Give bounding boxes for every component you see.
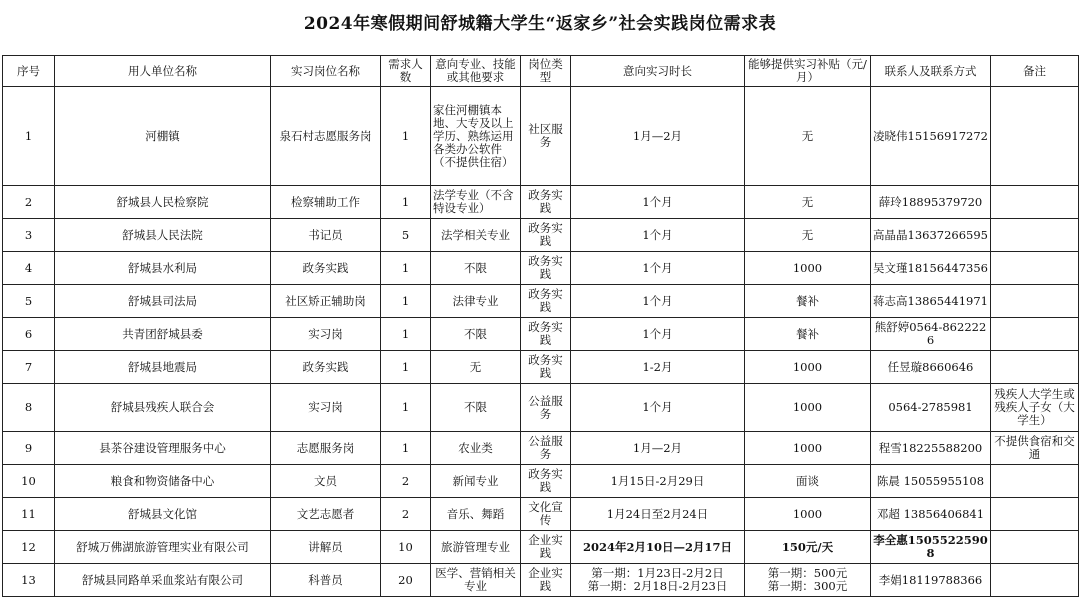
table-row bbox=[3, 87, 1079, 186]
cell-count: 1 bbox=[381, 252, 431, 285]
cell-type: 公益服务 bbox=[521, 384, 571, 432]
cell-no: 8 bbox=[3, 384, 55, 432]
cell-req: 不限 bbox=[431, 384, 521, 432]
cell-subsidy: 1000 bbox=[745, 432, 871, 465]
cell-no: 1 bbox=[3, 87, 55, 186]
cell-post: 志愿服务岗 bbox=[271, 432, 381, 465]
cell-note bbox=[991, 219, 1079, 252]
table-row bbox=[3, 186, 1079, 219]
cell-contact: 高晶晶13637266595 bbox=[871, 219, 991, 252]
cell-post: 政务实践 bbox=[271, 351, 381, 384]
table-row bbox=[3, 351, 1079, 384]
cell-note bbox=[991, 186, 1079, 219]
cell-note bbox=[991, 465, 1079, 498]
cell-no: 9 bbox=[3, 432, 55, 465]
table-row bbox=[3, 531, 1079, 564]
cell-req: 法学相关专业 bbox=[431, 219, 521, 252]
job-table bbox=[2, 55, 1079, 597]
cell-duration: 1月—2月 bbox=[571, 87, 745, 186]
cell-no: 10 bbox=[3, 465, 55, 498]
cell-subsidy: 1000 bbox=[745, 351, 871, 384]
cell-no: 12 bbox=[3, 531, 55, 564]
cell-unit: 舒城县残疾人联合会 bbox=[55, 384, 271, 432]
cell-post: 讲解员 bbox=[271, 531, 381, 564]
cell-duration: 1个月 bbox=[571, 186, 745, 219]
cell-no: 4 bbox=[3, 252, 55, 285]
cell-contact: 熊舒婷0564-8622226 bbox=[871, 318, 991, 351]
table-row bbox=[3, 318, 1079, 351]
cell-duration: 1月—2月 bbox=[571, 432, 745, 465]
cell-count: 1 bbox=[381, 285, 431, 318]
cell-no: 2 bbox=[3, 186, 55, 219]
cell-post: 政务实践 bbox=[271, 252, 381, 285]
header-cell: 需求人数 bbox=[381, 56, 431, 87]
cell-note bbox=[991, 498, 1079, 531]
table-row bbox=[3, 252, 1079, 285]
duration-line-1: 第一期：1月23日-2月2日 bbox=[591, 566, 724, 580]
cell-note: 残疾人大学生或残疾人子女（大学生） bbox=[991, 384, 1079, 432]
cell-req: 医学、营销相关专业 bbox=[431, 564, 521, 597]
cell-unit: 舒城县水利局 bbox=[55, 252, 271, 285]
cell-post: 实习岗 bbox=[271, 318, 381, 351]
cell-req: 法学专业（不含特设专业） bbox=[431, 186, 521, 219]
cell-type: 公益服务 bbox=[521, 432, 571, 465]
duration-line-2: 第一期：2月18日-2月23日 bbox=[587, 579, 728, 593]
cell-type: 文化宣传 bbox=[521, 498, 571, 531]
cell-post: 检察辅助工作 bbox=[271, 186, 381, 219]
table-row bbox=[3, 432, 1079, 465]
cell-post: 泉石村志愿服务岗 bbox=[271, 87, 381, 186]
cell-subsidy: 1000 bbox=[745, 498, 871, 531]
cell-count: 1 bbox=[381, 318, 431, 351]
cell-count: 2 bbox=[381, 465, 431, 498]
cell-note bbox=[991, 285, 1079, 318]
cell-count: 5 bbox=[381, 219, 431, 252]
subsidy-line-2: 第一期：300元 bbox=[767, 579, 848, 593]
page-title: 2024年寒假期间舒城籍大学生“返家乡”社会实践岗位需求表 bbox=[303, 14, 777, 34]
cell-count: 1 bbox=[381, 87, 431, 186]
cell-unit: 粮食和物资储备中心 bbox=[55, 465, 271, 498]
header-cell: 实习岗位名称 bbox=[271, 56, 381, 87]
cell-no: 5 bbox=[3, 285, 55, 318]
header-cell: 意向专业、技能或其他要求 bbox=[431, 56, 521, 87]
cell-no: 11 bbox=[3, 498, 55, 531]
cell-contact: 0564-2785981 bbox=[871, 384, 991, 432]
cell-type: 政务实践 bbox=[521, 252, 571, 285]
cell-contact: 薛玲18895379720 bbox=[871, 186, 991, 219]
cell-post: 文员 bbox=[271, 465, 381, 498]
header-cell: 岗位类型 bbox=[521, 56, 571, 87]
cell-unit: 舒城县同路单采血浆站有限公司 bbox=[55, 564, 271, 597]
table-row bbox=[3, 564, 1079, 597]
cell-duration: 1月15日-2月29日 bbox=[571, 465, 745, 498]
cell-note bbox=[991, 564, 1079, 597]
cell-contact: 邓超 13856406841 bbox=[871, 498, 991, 531]
cell-count: 10 bbox=[381, 531, 431, 564]
cell-duration: 2024年2月10日—2月17日 bbox=[571, 531, 745, 564]
cell-count: 1 bbox=[381, 186, 431, 219]
header-cell: 能够提供实习补贴（元/月） bbox=[745, 56, 871, 87]
cell-note bbox=[991, 318, 1079, 351]
table-row bbox=[3, 498, 1079, 531]
cell-req: 新闻专业 bbox=[431, 465, 521, 498]
cell-duration: 1个月 bbox=[571, 219, 745, 252]
cell-count: 1 bbox=[381, 384, 431, 432]
cell-req: 旅游管理专业 bbox=[431, 531, 521, 564]
cell-subsidy: 餐补 bbox=[745, 318, 871, 351]
cell-post: 科普员 bbox=[271, 564, 381, 597]
cell-unit: 舒城县文化馆 bbox=[55, 498, 271, 531]
header-row bbox=[3, 56, 1079, 87]
cell-subsidy: 1000 bbox=[745, 252, 871, 285]
table-row bbox=[3, 465, 1079, 498]
cell-type: 政务实践 bbox=[521, 318, 571, 351]
cell-count: 1 bbox=[381, 351, 431, 384]
table-row bbox=[3, 285, 1079, 318]
header-cell: 序号 bbox=[3, 56, 55, 87]
cell-duration: 1个月 bbox=[571, 318, 745, 351]
cell-unit: 舒城县人民法院 bbox=[55, 219, 271, 252]
cell-contact: 李全惠15055225908 bbox=[871, 531, 991, 564]
cell-type: 政务实践 bbox=[521, 285, 571, 318]
cell-subsidy bbox=[745, 564, 871, 597]
cell-type: 企业实践 bbox=[521, 531, 571, 564]
cell-duration: 1个月 bbox=[571, 384, 745, 432]
cell-subsidy: 面谈 bbox=[745, 465, 871, 498]
cell-post: 书记员 bbox=[271, 219, 381, 252]
cell-type: 政务实践 bbox=[521, 219, 571, 252]
cell-req: 家住河棚镇本地、大专及以上学历、熟练运用各类办公软件（不提供住宿） bbox=[431, 87, 521, 186]
cell-duration: 1-2月 bbox=[571, 351, 745, 384]
cell-unit: 共青团舒城县委 bbox=[55, 318, 271, 351]
cell-type: 企业实践 bbox=[521, 564, 571, 597]
cell-note bbox=[991, 531, 1079, 564]
cell-contact: 任昱璇8660646 bbox=[871, 351, 991, 384]
cell-type: 政务实践 bbox=[521, 186, 571, 219]
cell-post: 社区矫正辅助岗 bbox=[271, 285, 381, 318]
cell-no: 13 bbox=[3, 564, 55, 597]
cell-contact: 吴文瑾18156447356 bbox=[871, 252, 991, 285]
cell-type: 社区服务 bbox=[521, 87, 571, 186]
cell-req: 农业类 bbox=[431, 432, 521, 465]
cell-unit: 河棚镇 bbox=[55, 87, 271, 186]
header-cell: 备注 bbox=[991, 56, 1079, 87]
cell-no: 3 bbox=[3, 219, 55, 252]
cell-post: 实习岗 bbox=[271, 384, 381, 432]
cell-req: 无 bbox=[431, 351, 521, 384]
cell-req: 不限 bbox=[431, 252, 521, 285]
cell-note: 不提供食宿和交通 bbox=[991, 432, 1079, 465]
cell-post: 文艺志愿者 bbox=[271, 498, 381, 531]
cell-no: 6 bbox=[3, 318, 55, 351]
cell-req: 不限 bbox=[431, 318, 521, 351]
cell-type: 政务实践 bbox=[521, 351, 571, 384]
cell-duration: 1个月 bbox=[571, 285, 745, 318]
table-row bbox=[3, 384, 1079, 432]
subsidy-line-1: 第一期：500元 bbox=[767, 566, 848, 580]
cell-unit: 舒城县司法局 bbox=[55, 285, 271, 318]
cell-subsidy: 无 bbox=[745, 219, 871, 252]
cell-duration bbox=[571, 564, 745, 597]
cell-contact: 凌晓伟15156917272 bbox=[871, 87, 991, 186]
cell-duration: 1月24日至2月24日 bbox=[571, 498, 745, 531]
cell-no: 7 bbox=[3, 351, 55, 384]
cell-req: 音乐、舞蹈 bbox=[431, 498, 521, 531]
cell-unit: 舒城县人民检察院 bbox=[55, 186, 271, 219]
header-cell: 用人单位名称 bbox=[55, 56, 271, 87]
cell-subsidy: 150元/天 bbox=[745, 531, 871, 564]
cell-unit: 舒城万佛湖旅游管理实业有限公司 bbox=[55, 531, 271, 564]
cell-contact: 蒋志高13865441971 bbox=[871, 285, 991, 318]
cell-count: 1 bbox=[381, 432, 431, 465]
cell-note bbox=[991, 87, 1079, 186]
cell-subsidy: 无 bbox=[745, 186, 871, 219]
table-row bbox=[3, 219, 1079, 252]
header-cell: 意向实习时长 bbox=[571, 56, 745, 87]
cell-count: 2 bbox=[381, 498, 431, 531]
cell-type: 政务实践 bbox=[521, 465, 571, 498]
cell-unit: 县茶谷建设管理服务中心 bbox=[55, 432, 271, 465]
cell-subsidy: 无 bbox=[745, 87, 871, 186]
cell-unit: 舒城县地震局 bbox=[55, 351, 271, 384]
cell-subsidy: 1000 bbox=[745, 384, 871, 432]
cell-subsidy: 餐补 bbox=[745, 285, 871, 318]
cell-contact: 程雪18225588200 bbox=[871, 432, 991, 465]
cell-note bbox=[991, 252, 1079, 285]
cell-contact: 李娟18119788366 bbox=[871, 564, 991, 597]
cell-count: 20 bbox=[381, 564, 431, 597]
header-cell: 联系人及联系方式 bbox=[871, 56, 991, 87]
cell-note bbox=[991, 351, 1079, 384]
cell-contact: 陈晨 15055955108 bbox=[871, 465, 991, 498]
cell-duration: 1个月 bbox=[571, 252, 745, 285]
cell-req: 法律专业 bbox=[431, 285, 521, 318]
